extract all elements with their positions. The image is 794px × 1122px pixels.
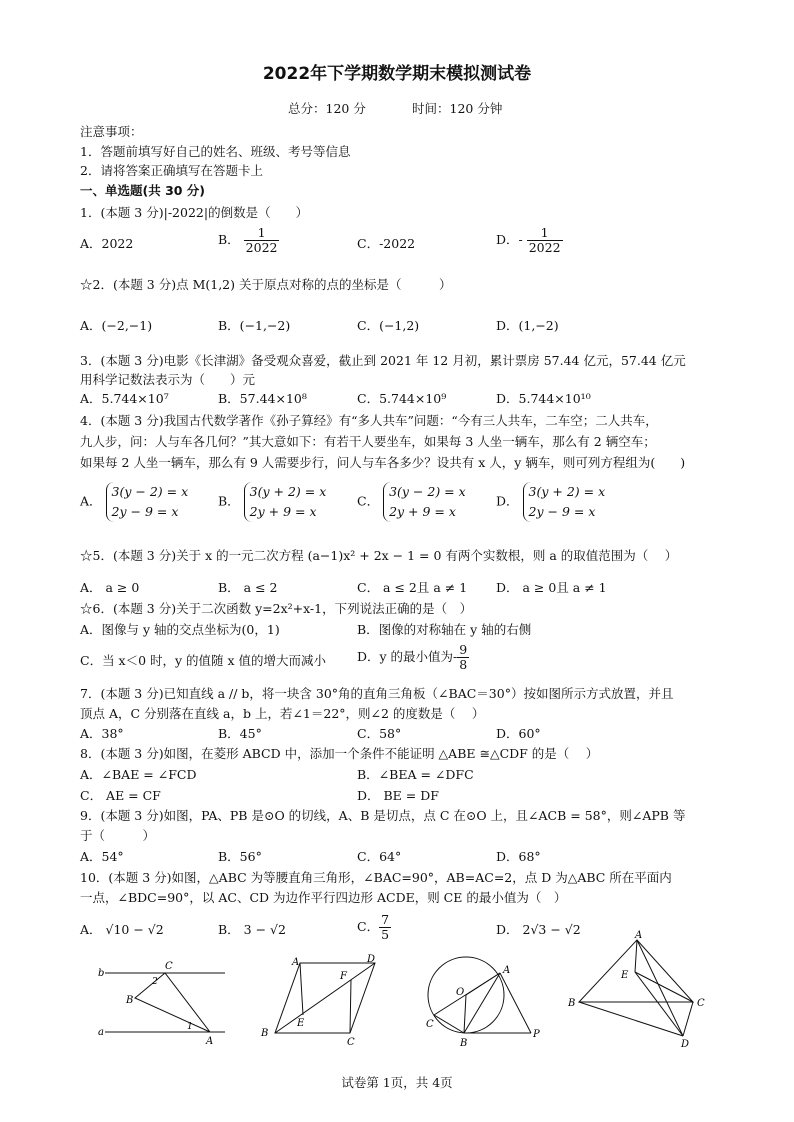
q4-option-b: B． 3(y + 2) = x 2y + 9 = x xyxy=(218,482,326,522)
q1-option-d: D．- $\frac{1}{2022}$ xyxy=(496,225,561,255)
q2-option-d: D．(1,−2) xyxy=(496,318,559,333)
fig1-label-apt: A xyxy=(206,1036,214,1047)
q5-stem: ☆5．(本题 3 分)关于 x 的一元二次方程 (a−1)x² + 2x − 1 = 0 有两个实数根，则 a 的取值范围为（ ） xyxy=(80,548,678,563)
fig3-label-a: A xyxy=(503,965,511,976)
q7-option-c: C．58° xyxy=(357,726,402,741)
q2-option-a: A．(−2,−1) xyxy=(80,318,153,333)
q4-line1: 4．(本题 3 分)我国古代数学著作《孙子算经》有“多人共车”问题：“今有三人共车，二车空；二人共车， xyxy=(80,413,658,428)
note-item-1: 1．答题前填写好自己的姓名、班级、考号等信息 xyxy=(80,144,351,159)
note-item-2: 2．请将答案正确填写在答题卡上 xyxy=(80,163,263,178)
q3-option-a: A．5.744×10⁷ xyxy=(80,391,169,406)
q10-option-d: D． 2√3 − √2 xyxy=(496,922,581,937)
q4-line3: 如果每 2 人坐一辆车，那么有 9 人需要步行，问人与车各多少？设共有 x 人，y 辆车，则可列方程组为( ) xyxy=(80,455,686,470)
q8-option-b: B．∠BEA = ∠DFC xyxy=(357,767,474,782)
q6-option-d: D．y 的最小值为- $\frac{9}{8}$ xyxy=(357,642,468,672)
figure-circle-tangents xyxy=(418,953,548,1048)
notes-heading: 注意事项： xyxy=(80,124,143,139)
q9-option-c: C．64° xyxy=(357,849,402,864)
q1-option-a: A．2022 xyxy=(80,236,134,251)
page-footer: 试卷第 1页，共 4页 xyxy=(341,1075,453,1090)
fig1-label-c: C xyxy=(165,961,173,972)
q10-line1: 10．(本题 3 分)如图，△ABC 为等腰直角三角形，∠BAC=90°，AB=AC=2，点 D 为△ABC 所在平面内 xyxy=(80,870,672,885)
q5-option-b: B． a ≤ 2 xyxy=(218,580,278,595)
fig3-label-b: B xyxy=(460,1038,468,1048)
figure-rhombus xyxy=(255,953,385,1048)
q2-option-c: C．(−1,2) xyxy=(357,318,420,333)
q10-option-c: C． $\frac{7}{5}$ xyxy=(357,912,390,942)
fig2-label-f: F xyxy=(340,971,347,982)
q9-option-b: B．56° xyxy=(218,849,262,864)
q5-option-c: C． a ≤ 2且 a ≠ 1 xyxy=(357,580,468,595)
exam-time: 时间：120 分钟 xyxy=(412,101,503,116)
q6-option-b: B．图像的对称轴在 y 轴的右侧 xyxy=(357,622,532,637)
q8-stem: 8．(本题 3 分)如图，在菱形 ABCD 中，添加一个条件不能证明 △ABE ≅△CDF 的是（ ） xyxy=(80,746,599,761)
q9-option-a: A．54° xyxy=(80,849,124,864)
q8-option-a: A．∠BAE = ∠FCD xyxy=(80,767,197,782)
q7-option-a: A．38° xyxy=(80,726,124,741)
section-heading: 一、单选题(共 30 分) xyxy=(80,183,206,198)
q7-option-d: D．60° xyxy=(496,726,541,741)
q2-option-b: B．(−1,−2) xyxy=(218,318,291,333)
total-score: 总分：120 分 xyxy=(288,101,366,116)
fig1-label-b: b xyxy=(98,968,105,979)
fig4-label-b: B xyxy=(568,998,576,1009)
fig2-label-c: C xyxy=(347,1037,355,1048)
q10-option-b: B． 3 − √2 xyxy=(218,922,286,937)
q5-option-d: D． a ≥ 0且 a ≠ 1 xyxy=(496,580,607,595)
fig4-label-e: E xyxy=(621,970,629,981)
fig4-label-a: A xyxy=(635,930,643,941)
q7-option-b: B．45° xyxy=(218,726,262,741)
q9-line2: 于（ ） xyxy=(80,828,156,843)
fig2-label-a: A xyxy=(292,957,300,968)
q6-option-a: A．图像与 y 轴的交点坐标为(0，1) xyxy=(80,622,280,637)
q10-line2: 一点，∠BDC=90°，以 AC、CD 为边作平行四边形 ACDE，则 CE 的最小值为（ ） xyxy=(80,890,567,905)
q4-option-c: C． 3(y − 2) = x 2y + 9 = x xyxy=(357,482,466,522)
fig1-label-2: 2 xyxy=(152,977,158,987)
fig2-label-e: E xyxy=(297,1018,305,1029)
q1-option-b: B． $\frac{1}{2022}$ xyxy=(218,225,278,255)
q4-line2: 九人步，问：人与车各几何？”其大意如下：有若干人要坐车，如果每 3 人坐一辆车，那么有 2 辆空车； xyxy=(80,434,656,449)
q3-option-b: B．57.44×10⁸ xyxy=(218,391,307,406)
q3-line2: 用科学记数法表示为（ ）元 xyxy=(80,372,256,387)
q6-stem: ☆6．(本题 3 分)关于二次函数 y=2x²+x-1，下列说法正确的是（ ） xyxy=(80,601,473,616)
q9-line1: 9．(本题 3 分)如图，PA、PB 是⊙O 的切线，A、B 是切点，点 C 在⊙O 上，且∠ACB = 58°，则∠APB 等 xyxy=(80,808,686,823)
q3-option-c: C．5.744×10⁹ xyxy=(357,391,447,406)
fig2-label-b: B xyxy=(261,1028,269,1039)
fig2-label-d: D xyxy=(367,954,376,965)
fig1-label-bpt: B xyxy=(126,995,134,1006)
q3-option-d: D．5.744×10¹⁰ xyxy=(496,391,591,406)
q1-stem: 1．(本题 3 分)|-2022|的倒数是（ ） xyxy=(80,205,309,220)
figure-triangle-parallelogram xyxy=(565,928,715,1050)
q5-option-a: A． a ≥ 0 xyxy=(80,580,140,595)
fig1-label-1: 1 xyxy=(187,1022,193,1032)
q3-line1: 3．(本题 3 分)电影《长津湖》备受观众喜爱，截止到 2021 年 12 月初，累计票房 57.44 亿元，57.44 亿元 xyxy=(80,353,686,368)
q9-option-d: D．68° xyxy=(496,849,541,864)
q8-option-c: C． AE = CF xyxy=(80,788,161,803)
fig3-label-p: P xyxy=(533,1029,540,1040)
fig3-label-o: O xyxy=(456,987,465,998)
q7-line2: 顶点 A，C 分别落在直线 a，b 上，若∠1＝22°，则∠2 的度数是（ ） xyxy=(80,706,485,721)
fig3-label-c: C xyxy=(426,1019,434,1030)
q8-option-d: D． BE = DF xyxy=(357,788,439,803)
page-title: 2022年下学期数学期末模拟测试卷 xyxy=(262,64,532,84)
fig4-label-d: D xyxy=(681,1039,690,1050)
q7-line1: 7．(本题 3 分)已知直线 a // b，将一块含 30°角的直角三角板（∠BAC＝30°）按如图所示方式放置，并且 xyxy=(80,686,674,701)
figure-parallel-lines xyxy=(95,953,235,1048)
q4-option-d: D． 3(y + 2) = x 2y − 9 = x xyxy=(496,482,605,522)
q6-option-c: C．当 x＜0 时，y 的值随 x 值的增大而减小 xyxy=(80,653,327,668)
fig4-label-c: C xyxy=(697,998,705,1009)
q1-option-c: C．-2022 xyxy=(357,236,416,251)
q4-option-a: A． 3(y − 2) = x 2y − 9 = x xyxy=(80,482,188,522)
q10-option-a: A． √10 − √2 xyxy=(80,922,164,937)
fig1-label-a: a xyxy=(98,1027,104,1038)
q2-stem: ☆2．(本题 3 分)点 M(1,2) 关于原点对称的点的坐标是（ ） xyxy=(80,277,452,292)
